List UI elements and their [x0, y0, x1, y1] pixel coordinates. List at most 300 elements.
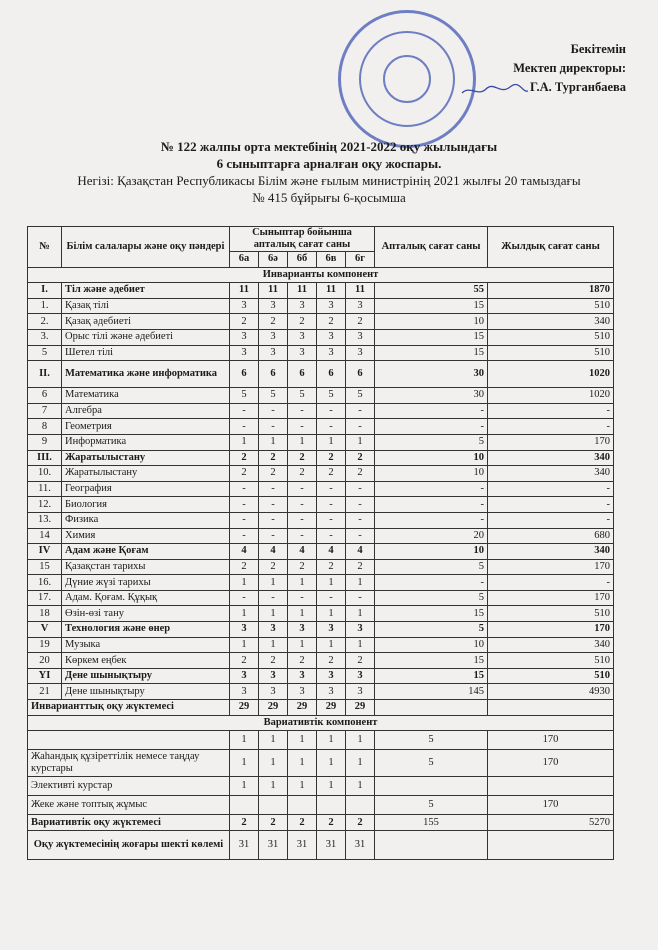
class-hours: 11: [288, 283, 317, 299]
class-hours: 1: [259, 637, 288, 653]
class-hours: [259, 796, 288, 815]
class-hours: -: [346, 497, 375, 513]
empty-cell: [488, 830, 614, 859]
yearly-hours: -: [488, 512, 614, 528]
class-hours: 3: [259, 329, 288, 345]
subject-name: Қазақ әдебиеті: [62, 314, 230, 330]
class-hours: 3: [317, 345, 346, 361]
class-hours: 5: [259, 388, 288, 404]
row-number: 6: [28, 388, 62, 404]
class-hours: 2: [259, 653, 288, 669]
yearly-hours: 510: [488, 653, 614, 669]
class-hours: 1: [230, 731, 259, 750]
class-hours: 2: [346, 314, 375, 330]
class-hours: 1: [288, 750, 317, 777]
yearly-hours: 170: [488, 622, 614, 638]
yearly-hours: 1020: [488, 388, 614, 404]
class-hours: 1: [346, 777, 375, 796]
row-number: 3.: [28, 329, 62, 345]
class-hours: 2: [317, 314, 346, 330]
class-hours: [230, 796, 259, 815]
class-hours: 1: [259, 731, 288, 750]
approval-block: [460, 40, 626, 97]
invariant-total-row: [28, 700, 614, 716]
yearly-hours: -: [488, 481, 614, 497]
yearly-hours: 1020: [488, 361, 614, 388]
subject-name: Биология: [62, 497, 230, 513]
invariant-label: Инварианты компонент: [28, 267, 614, 283]
variant-label: Вариативтік компонент: [28, 715, 614, 731]
row-number: 19: [28, 637, 62, 653]
class-hours: 11: [259, 283, 288, 299]
class-hours: 1: [317, 750, 346, 777]
class-hours: 29: [230, 700, 259, 716]
class-hours: [288, 796, 317, 815]
row-number: 18: [28, 606, 62, 622]
class-hours: 2: [259, 815, 288, 831]
class-hours: -: [346, 512, 375, 528]
header-row: [28, 227, 614, 252]
variant-total-label: Вариативтік оқу жүктемесі: [28, 815, 230, 831]
class-hours: 3: [230, 298, 259, 314]
class-hours: 2: [259, 314, 288, 330]
subject-name: Тіл және әдебиет: [62, 283, 230, 299]
class-hours: 3: [346, 298, 375, 314]
class-hours: 2: [346, 450, 375, 466]
class-hours: 1: [230, 434, 259, 450]
weekly-hours: 15: [375, 653, 488, 669]
row-number: IV: [28, 544, 62, 560]
class-hours: -: [259, 403, 288, 419]
class-hours: -: [346, 419, 375, 435]
header-subject: Білім салалары және оқу пәндері: [62, 227, 230, 268]
class-hours: 1: [346, 606, 375, 622]
row-number: 21: [28, 684, 62, 700]
weekly-hours: 145: [375, 684, 488, 700]
subject-name: Технология және өнер: [62, 622, 230, 638]
yearly-hours: 510: [488, 298, 614, 314]
subject-name: Орыс тілі және әдебиеті: [62, 329, 230, 345]
class-hours: 1: [230, 750, 259, 777]
weekly-hours: 15: [375, 345, 488, 361]
yearly-hours: 340: [488, 450, 614, 466]
class-hours: -: [317, 481, 346, 497]
class-hours: 4: [230, 544, 259, 560]
class-hours: 5: [317, 388, 346, 404]
subject-name: Дене шынықтыру: [62, 684, 230, 700]
variant-section-row: [28, 715, 614, 731]
class-hours: 1: [230, 575, 259, 591]
yearly-hours: -: [488, 575, 614, 591]
class-hours: -: [259, 497, 288, 513]
class-hours: 3: [317, 622, 346, 638]
max-load-label: Оқу жүктемесінің жоғары шекті көлемі: [28, 830, 230, 859]
class-6g: 6г: [346, 252, 375, 268]
variant-row: [28, 731, 614, 750]
weekly-hours: 10: [375, 637, 488, 653]
plan-basis-line-2: № 415 бұйрығы 6-қосымша: [252, 190, 406, 205]
weekly-hours: 30: [375, 361, 488, 388]
class-hours: 2: [288, 466, 317, 482]
class-hours: [346, 796, 375, 815]
subject-name: Дүние жүзі тарихы: [62, 575, 230, 591]
class-hours: 3: [346, 622, 375, 638]
class-hours: 6: [288, 361, 317, 388]
subject-name: Қазақстан тарихы: [62, 559, 230, 575]
table-row: [28, 298, 614, 314]
class-hours: 6: [230, 361, 259, 388]
class-hours: 1: [230, 777, 259, 796]
row-number: 13.: [28, 512, 62, 528]
director-name: Г.А. Турганбаева: [529, 80, 626, 94]
approval-title: Бекітемін: [570, 42, 626, 56]
weekly-hours: 20: [375, 528, 488, 544]
table-row: [28, 388, 614, 404]
plan-basis-line-1: Негізі: Қазақстан Республикасы Білім және ғылым министрінің 2021 жылғы 20 тамыздағы: [77, 173, 581, 188]
subject-name: Көркем еңбек: [62, 653, 230, 669]
class-hours: 5: [230, 388, 259, 404]
yearly-hours: -: [488, 403, 614, 419]
weekly-hours: [375, 777, 488, 796]
yearly-hours: 340: [488, 314, 614, 330]
class-hours: -: [288, 528, 317, 544]
class-hours: -: [230, 419, 259, 435]
class-hours: 1: [346, 434, 375, 450]
class-hours: -: [317, 403, 346, 419]
weekly-hours: 55: [375, 283, 488, 299]
row-number: 5: [28, 345, 62, 361]
class-hours: -: [317, 528, 346, 544]
yearly-hours: 170: [488, 731, 614, 750]
class-hours: 4: [317, 544, 346, 560]
class-hours: 1: [288, 637, 317, 653]
class-hours: 31: [317, 830, 346, 859]
yearly-hours: 510: [488, 668, 614, 684]
weekly-hours: 10: [375, 314, 488, 330]
class-hours: -: [288, 497, 317, 513]
class-hours: -: [230, 497, 259, 513]
row-number: 11.: [28, 481, 62, 497]
table-row: [28, 434, 614, 450]
class-hours: 2: [230, 653, 259, 669]
class-hours: 11: [230, 283, 259, 299]
row-number: 2.: [28, 314, 62, 330]
class-hours: 3: [259, 298, 288, 314]
class-hours: 4: [346, 544, 375, 560]
class-hours: -: [259, 512, 288, 528]
stamp-inner-ring: [359, 31, 455, 127]
class-hours: 4: [288, 544, 317, 560]
yearly-hours: -: [488, 419, 614, 435]
class-hours: -: [317, 512, 346, 528]
class-hours: 2: [288, 815, 317, 831]
row-number: 16.: [28, 575, 62, 591]
table-row: [28, 481, 614, 497]
table-row: [28, 559, 614, 575]
row-number: 10.: [28, 466, 62, 482]
table-row: [28, 653, 614, 669]
weekly-hours: 5: [375, 559, 488, 575]
class-hours: -: [346, 481, 375, 497]
row-number: 20: [28, 653, 62, 669]
class-hours: 1: [317, 777, 346, 796]
weekly-hours: 10: [375, 450, 488, 466]
class-hours: -: [230, 403, 259, 419]
class-hours: -: [230, 528, 259, 544]
subject-name: Физика: [62, 512, 230, 528]
class-hours: -: [317, 590, 346, 606]
row-number: III.: [28, 450, 62, 466]
class-hours: 3: [288, 622, 317, 638]
subject-name: Адам. Қоғам. Құқық: [62, 590, 230, 606]
class-hours: -: [346, 590, 375, 606]
subject-name: Музыка: [62, 637, 230, 653]
class-hours: 4: [259, 544, 288, 560]
weekly-hours: 5: [375, 750, 488, 777]
yearly-hours: 170: [488, 559, 614, 575]
variant-row: [28, 796, 614, 815]
class-hours: 31: [288, 830, 317, 859]
weekly-hours: -: [375, 481, 488, 497]
official-stamp: [338, 10, 476, 148]
row-number: 7: [28, 403, 62, 419]
class-hours: 2: [317, 559, 346, 575]
subject-name: Шетел тілі: [62, 345, 230, 361]
class-hours: 3: [230, 684, 259, 700]
variant-subject: [28, 731, 230, 750]
table-row: [28, 497, 614, 513]
variant-subject: Жаһандық құзіреттілік немесе таңдау курстары: [28, 750, 230, 777]
class-hours: 2: [288, 653, 317, 669]
class-hours: -: [317, 419, 346, 435]
variant-subject: Жеке және топтық жұмыс: [28, 796, 230, 815]
class-hours: 2: [259, 466, 288, 482]
class-hours: 2: [317, 815, 346, 831]
weekly-hours: 5: [375, 590, 488, 606]
header-yearly: Жылдық сағат саны: [488, 227, 614, 268]
class-hours: 3: [346, 684, 375, 700]
yearly-hours: 510: [488, 329, 614, 345]
yearly-hours: 340: [488, 466, 614, 482]
table-row: [28, 283, 614, 299]
class-hours: -: [317, 497, 346, 513]
row-number: 8: [28, 419, 62, 435]
class-hours: -: [288, 590, 317, 606]
class-hours: -: [288, 512, 317, 528]
class-hours: 1: [346, 750, 375, 777]
table-row: [28, 544, 614, 560]
subject-name: Химия: [62, 528, 230, 544]
class-hours: 1: [346, 637, 375, 653]
subject-name: Жаратылыстану: [62, 466, 230, 482]
class-hours: 1: [230, 637, 259, 653]
table-row: [28, 575, 614, 591]
class-hours: [317, 796, 346, 815]
table-row: [28, 668, 614, 684]
class-6b: 6б: [288, 252, 317, 268]
class-hours: 3: [230, 329, 259, 345]
class-hours: 3: [259, 684, 288, 700]
class-hours: -: [230, 590, 259, 606]
class-hours: 2: [230, 466, 259, 482]
class-hours: 1: [317, 575, 346, 591]
class-hours: 3: [346, 668, 375, 684]
table-row: [28, 361, 614, 388]
row-number: 14: [28, 528, 62, 544]
class-hours: 1: [230, 606, 259, 622]
class-hours: -: [259, 590, 288, 606]
weekly-hours: 155: [375, 815, 488, 831]
director-signature-line: [460, 78, 626, 97]
class-hours: 29: [317, 700, 346, 716]
row-number: 1.: [28, 298, 62, 314]
class-hours: 2: [259, 450, 288, 466]
table-row: [28, 314, 614, 330]
row-number: II.: [28, 361, 62, 388]
table-row: [28, 466, 614, 482]
class-hours: 3: [288, 298, 317, 314]
row-number: YI: [28, 668, 62, 684]
weekly-hours: 5: [375, 622, 488, 638]
class-hours: -: [288, 419, 317, 435]
class-6ae: 6ә: [259, 252, 288, 268]
class-hours: 1: [259, 750, 288, 777]
class-hours: -: [259, 419, 288, 435]
weekly-hours: 5: [375, 731, 488, 750]
class-hours: 2: [230, 314, 259, 330]
invariant-section-row: [28, 267, 614, 283]
class-hours: 29: [288, 700, 317, 716]
class-hours: 3: [346, 345, 375, 361]
yearly-hours: 1870: [488, 283, 614, 299]
weekly-hours: -: [375, 512, 488, 528]
class-hours: 31: [230, 830, 259, 859]
empty-cell: [488, 700, 614, 716]
yearly-hours: 680: [488, 528, 614, 544]
yearly-hours: 170: [488, 590, 614, 606]
class-hours: 2: [230, 815, 259, 831]
class-hours: 6: [259, 361, 288, 388]
class-hours: 31: [346, 830, 375, 859]
class-hours: 2: [259, 559, 288, 575]
class-6v: 6в: [317, 252, 346, 268]
class-hours: 3: [259, 345, 288, 361]
table-row: [28, 637, 614, 653]
table-row: [28, 606, 614, 622]
class-hours: -: [259, 481, 288, 497]
class-hours: 3: [230, 622, 259, 638]
table-row: [28, 590, 614, 606]
weekly-hours: -: [375, 403, 488, 419]
table-row: [28, 450, 614, 466]
header-weekly-by-class: Сыныптар бойынша апталық сағат саны: [230, 227, 375, 252]
class-hours: 2: [288, 559, 317, 575]
subject-name: Алгебра: [62, 403, 230, 419]
weekly-hours: 15: [375, 606, 488, 622]
weekly-hours: 30: [375, 388, 488, 404]
class-hours: 2: [288, 314, 317, 330]
weekly-hours: 10: [375, 466, 488, 482]
table-row: [28, 329, 614, 345]
class-hours: 3: [259, 668, 288, 684]
weekly-hours: -: [375, 497, 488, 513]
table-row: [28, 403, 614, 419]
yearly-hours: 170: [488, 796, 614, 815]
weekly-hours: 5: [375, 434, 488, 450]
weekly-hours: 10: [375, 544, 488, 560]
row-number: V: [28, 622, 62, 638]
class-hours: 3: [317, 668, 346, 684]
class-hours: 2: [346, 466, 375, 482]
class-hours: 3: [317, 684, 346, 700]
class-hours: 1: [288, 575, 317, 591]
invariant-total-label: Инварианттық оқу жүктемесі: [28, 700, 230, 716]
class-hours: 11: [317, 283, 346, 299]
class-hours: -: [288, 403, 317, 419]
table-row: [28, 419, 614, 435]
class-hours: 2: [230, 559, 259, 575]
class-hours: -: [230, 481, 259, 497]
class-hours: 3: [230, 345, 259, 361]
class-hours: 3: [317, 329, 346, 345]
yearly-hours: 5270: [488, 815, 614, 831]
yearly-hours: 170: [488, 750, 614, 777]
class-hours: 3: [288, 684, 317, 700]
table-row: [28, 684, 614, 700]
class-hours: 31: [259, 830, 288, 859]
class-hours: 1: [259, 434, 288, 450]
class-hours: 1: [346, 575, 375, 591]
yearly-hours: 340: [488, 544, 614, 560]
max-load-row: [28, 830, 614, 859]
yearly-hours: 340: [488, 637, 614, 653]
class-hours: 2: [346, 653, 375, 669]
class-hours: 3: [288, 329, 317, 345]
table-row: [28, 622, 614, 638]
class-hours: 2: [288, 450, 317, 466]
plan-title-line-2: 6 сыныптарға арналған оқу жоспары.: [216, 156, 442, 171]
yearly-hours: 4930: [488, 684, 614, 700]
class-hours: 3: [288, 345, 317, 361]
row-number: 17.: [28, 590, 62, 606]
class-hours: -: [230, 512, 259, 528]
class-hours: 1: [317, 731, 346, 750]
yearly-hours: 170: [488, 434, 614, 450]
empty-cell: [375, 830, 488, 859]
class-hours: 3: [317, 298, 346, 314]
variant-total-row: [28, 815, 614, 831]
class-hours: 2: [230, 450, 259, 466]
class-hours: 1: [346, 731, 375, 750]
class-hours: 1: [259, 777, 288, 796]
director-label: Мектеп директоры:: [513, 61, 626, 75]
class-hours: 2: [346, 559, 375, 575]
class-hours: 1: [317, 434, 346, 450]
row-number: 12.: [28, 497, 62, 513]
table-row: [28, 528, 614, 544]
variant-subject: Элективті курстар: [28, 777, 230, 796]
subject-name: Өзін-өзі тану: [62, 606, 230, 622]
class-hours: 2: [317, 450, 346, 466]
empty-cell: [375, 700, 488, 716]
weekly-hours: 5: [375, 796, 488, 815]
plan-title-line-1: № 122 жалпы орта мектебінің 2021-2022 оқу жылындағы: [160, 139, 498, 154]
class-hours: 1: [317, 606, 346, 622]
class-6a: 6а: [230, 252, 259, 268]
class-hours: 29: [259, 700, 288, 716]
class-hours: 3: [259, 622, 288, 638]
class-hours: 6: [317, 361, 346, 388]
